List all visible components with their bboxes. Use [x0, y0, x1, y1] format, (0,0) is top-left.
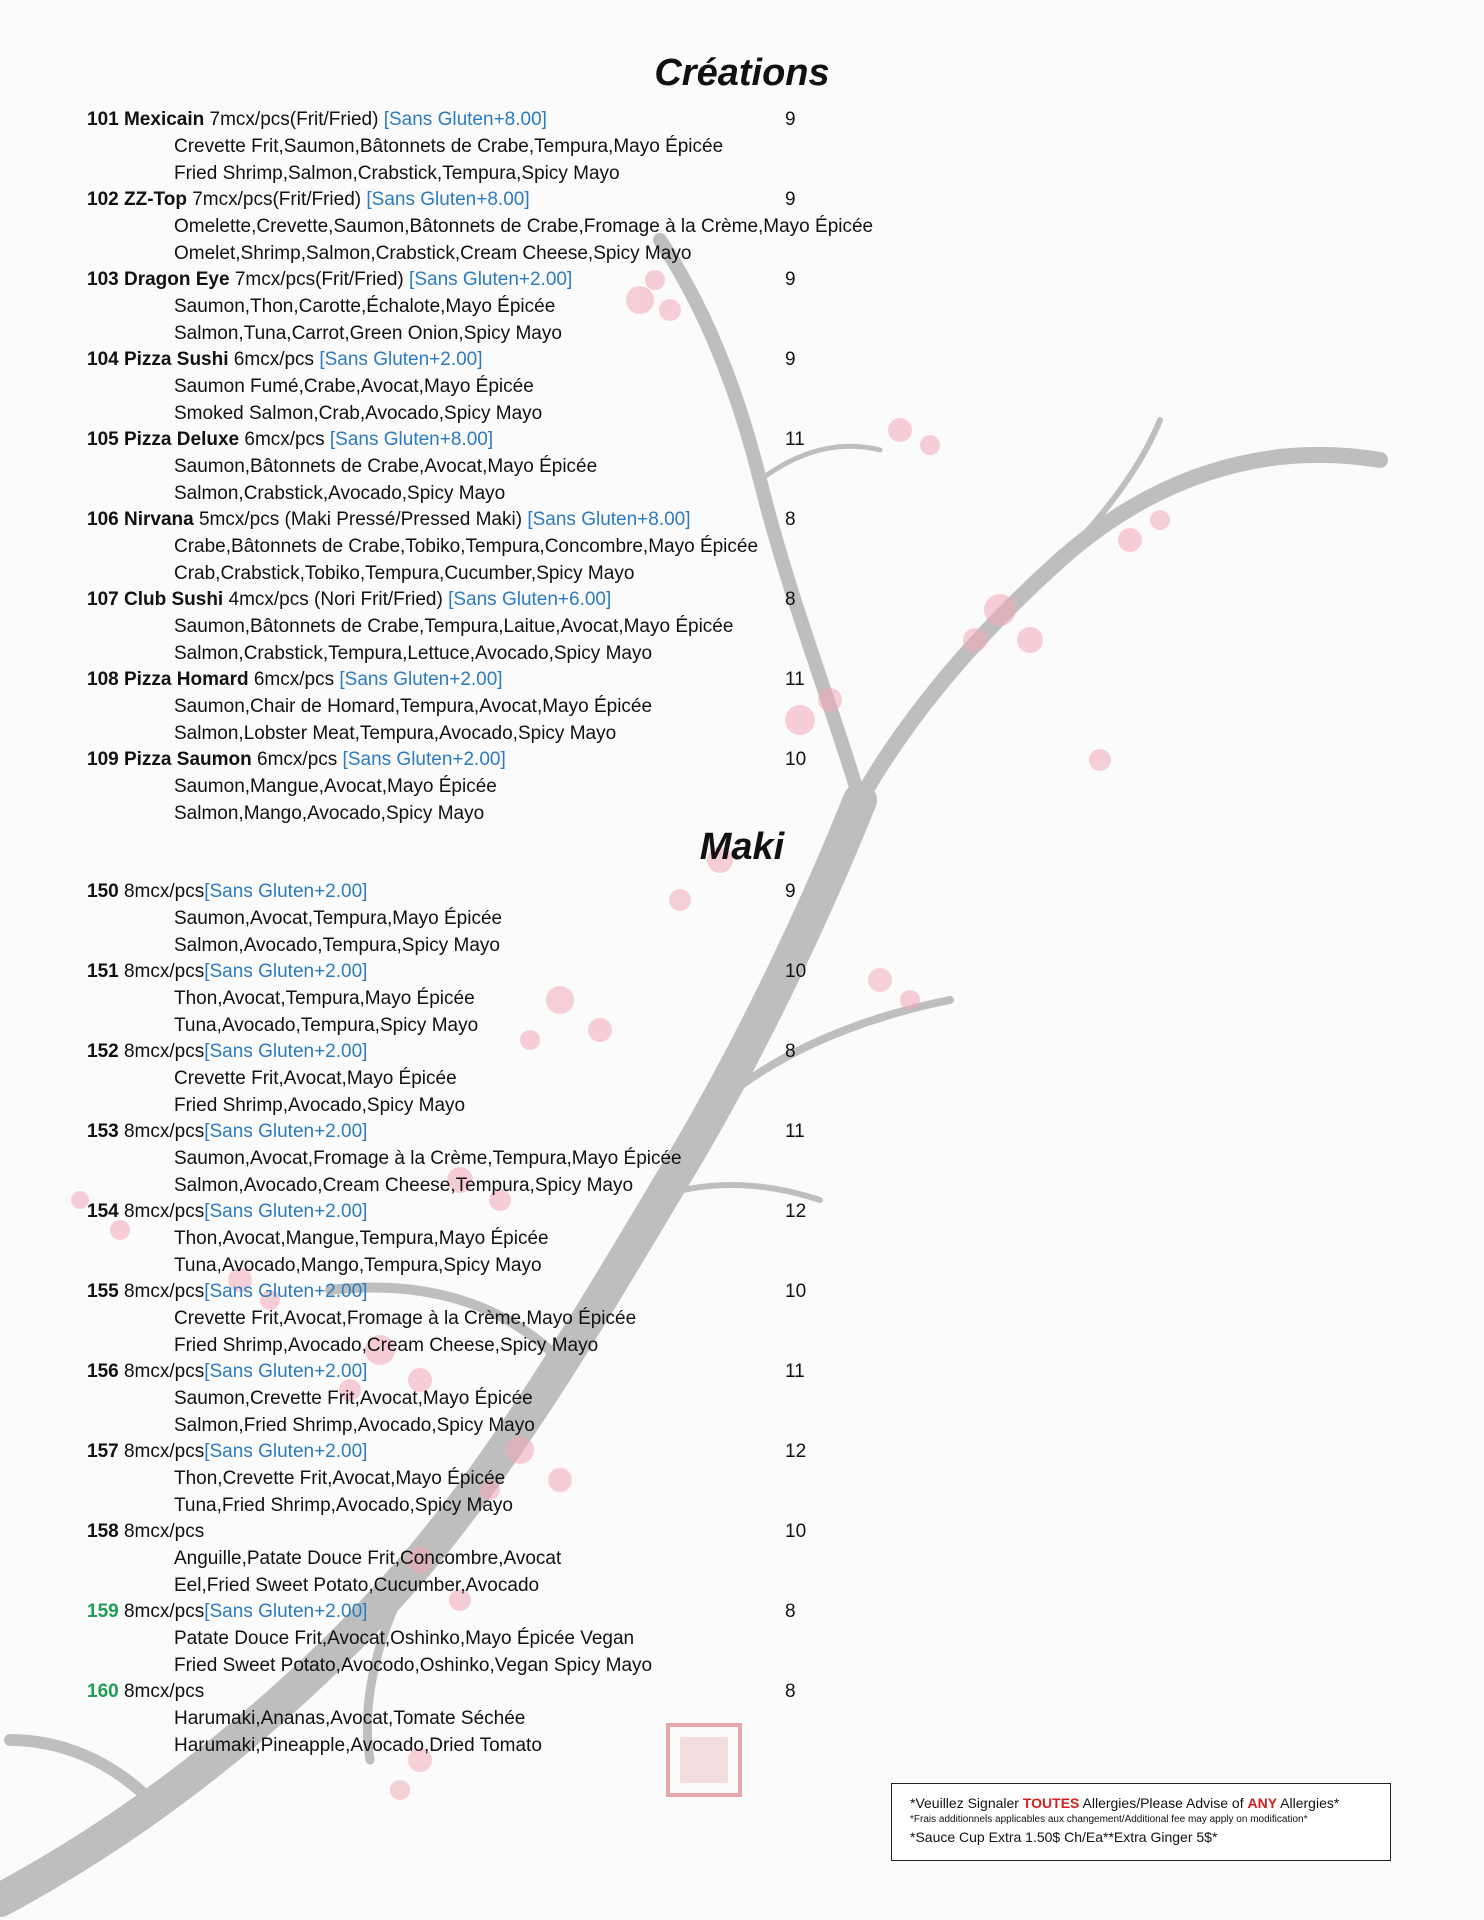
- item-pieces: 8mcx/pcs: [123, 1601, 205, 1622]
- menu-item: [87, 666, 967, 747]
- allergy-notice-line: [910, 1794, 1390, 1812]
- menu-item-header: [87, 1038, 967, 1065]
- item-number: 151: [87, 961, 119, 982]
- menu-item-header: [87, 266, 967, 293]
- menu-item: [87, 878, 967, 959]
- item-pieces: 8mcx/pcs: [123, 1201, 205, 1222]
- item-name: Pizza Homard: [123, 669, 249, 690]
- menu-item-header: [87, 346, 967, 373]
- gluten-free-option: [Sans Gluten+2.00]: [319, 349, 483, 370]
- menu-item: [87, 346, 967, 427]
- menu-item-header: [87, 586, 967, 613]
- item-description-fr: Saumon,Bâtonnets de Crabe,Tempura,Laitue,Avocat,Mayo Épicée: [174, 616, 734, 637]
- gluten-free-option: [Sans Gluten+2.00]: [204, 1601, 368, 1622]
- menu-item-header: [87, 1358, 967, 1385]
- menu-item-header: [87, 666, 967, 693]
- additional-fee-notice: *Frais additionnels applicables aux changement/Additional fee may apply on modification*: [910, 1814, 1308, 1825]
- item-description-en: Fried Sweet Potato,Avocodo,Oshinko,Vegan Spicy Mayo: [174, 1655, 653, 1676]
- gluten-free-option: [Sans Gluten+2.00]: [342, 749, 506, 770]
- item-description-fr: Crabe,Bâtonnets de Crabe,Tobiko,Tempura,Concombre,Mayo Épicée: [174, 536, 759, 557]
- item-description-en: Fried Shrimp,Avocado,Cream Cheese,Spicy Mayo: [174, 1335, 599, 1356]
- item-number: 109: [87, 749, 119, 770]
- item-name: Pizza Sushi: [123, 349, 229, 370]
- gluten-free-option: [Sans Gluten+2.00]: [204, 881, 368, 902]
- item-description-fr: Saumon,Mangue,Avocat,Mayo Épicée: [174, 776, 497, 797]
- item-description-en: Salmon,Mango,Avocado,Spicy Mayo: [174, 803, 485, 824]
- gluten-free-option: [Sans Gluten+8.00]: [366, 189, 530, 210]
- menu-item: [87, 958, 967, 1039]
- item-price: 10: [785, 1521, 807, 1542]
- item-number: 104: [87, 349, 119, 370]
- allergy-notice-box: [891, 1783, 1391, 1861]
- item-description-en: Salmon,Tuna,Carrot,Green Onion,Spicy Mayo: [174, 323, 562, 344]
- gluten-free-option: [Sans Gluten+2.00]: [204, 1361, 368, 1382]
- item-pieces: 7mcx/pcs(Frit/Fried): [209, 109, 379, 130]
- item-pieces: 8mcx/pcs: [123, 1681, 205, 1702]
- menu-item-header: [87, 878, 967, 905]
- item-description-fr: Saumon,Thon,Carotte,Échalote,Mayo Épicée: [174, 296, 556, 317]
- notice-emphasis: TOUTES: [1022, 1795, 1080, 1811]
- item-price: 11: [785, 669, 805, 690]
- notice-text: Allergies/Please Advise of: [1079, 1795, 1248, 1811]
- item-pieces: 6mcx/pcs: [257, 749, 338, 770]
- item-price: 9: [785, 109, 796, 130]
- item-name: Pizza Deluxe: [123, 429, 240, 450]
- item-description-en: Eel,Fried Sweet Potato,Cucumber,Avocado: [174, 1575, 540, 1596]
- item-pieces: 5mcx/pcs (Maki Pressé/Pressed Maki): [198, 509, 523, 530]
- item-description-fr: Thon,Avocat,Tempura,Mayo Épicée: [174, 988, 475, 1009]
- item-number: 103: [87, 269, 119, 290]
- item-name: Mexicain: [123, 109, 205, 130]
- item-description-en: Fried Shrimp,Avocado,Spicy Mayo: [174, 1095, 466, 1116]
- menu-item-header: [87, 506, 967, 533]
- menu-item-header: [87, 186, 967, 213]
- item-description-en: Salmon,Lobster Meat,Tempura,Avocado,Spicy Mayo: [174, 723, 617, 744]
- item-price: 10: [785, 1281, 807, 1302]
- item-price: 8: [785, 1041, 796, 1062]
- menu-item-header: [87, 1278, 967, 1305]
- item-description-fr: Crevette Frit,Avocat,Mayo Épicée: [174, 1068, 457, 1089]
- item-description-fr: Saumon,Avocat,Fromage à la Crème,Tempura,Mayo Épicée: [174, 1148, 682, 1169]
- menu-item: [87, 266, 967, 347]
- menu-item-header: [87, 1598, 967, 1625]
- item-description-en: Salmon,Crabstick,Avocado,Spicy Mayo: [174, 483, 506, 504]
- item-description-en: Crab,Crabstick,Tobiko,Tempura,Cucumber,Spicy Mayo: [174, 563, 635, 584]
- item-number: 159: [87, 1601, 119, 1622]
- item-name: Dragon Eye: [123, 269, 230, 290]
- menu-item: [87, 506, 967, 587]
- item-description-fr: Saumon,Chair de Homard,Tempura,Avocat,Mayo Épicée: [174, 696, 653, 717]
- item-pieces: 7mcx/pcs(Frit/Fried): [192, 189, 362, 210]
- item-price: 9: [785, 189, 796, 210]
- menu-item-header: [87, 746, 967, 773]
- item-description-fr: Patate Douce Frit,Avocat,Oshinko,Mayo Épicée Vegan: [174, 1628, 635, 1649]
- item-description-fr: Thon,Crevette Frit,Avocat,Mayo Épicée: [174, 1468, 506, 1489]
- menu-item: [87, 106, 967, 187]
- item-description-fr: Saumon,Bâtonnets de Crabe,Avocat,Mayo Épicée: [174, 456, 598, 477]
- item-description-en: Salmon,Avocado,Tempura,Spicy Mayo: [174, 935, 500, 956]
- gluten-free-option: [Sans Gluten+2.00]: [204, 1201, 368, 1222]
- item-description-fr: Saumon,Crevette Frit,Avocat,Mayo Épicée: [174, 1388, 533, 1409]
- menu-item-header: [87, 1518, 967, 1545]
- item-description-fr: Crevette Frit,Saumon,Bâtonnets de Crabe,Tempura,Mayo Épicée: [174, 136, 724, 157]
- item-number: 156: [87, 1361, 119, 1382]
- item-description-en: Tuna,Fried Shrimp,Avocado,Spicy Mayo: [174, 1495, 513, 1516]
- item-number: 152: [87, 1041, 119, 1062]
- menu-item: [87, 1678, 967, 1759]
- item-price: 11: [785, 429, 805, 450]
- item-pieces: 6mcx/pcs: [244, 429, 325, 450]
- notice-text: *Veuillez Signaler: [910, 1795, 1023, 1811]
- item-description-fr: Omelette,Crevette,Saumon,Bâtonnets de Crabe,Fromage à la Crème,Mayo Épicée: [174, 216, 874, 237]
- item-name: Nirvana: [123, 509, 194, 530]
- item-number: 158: [87, 1521, 119, 1542]
- item-description-fr: Saumon Fumé,Crabe,Avocat,Mayo Épicée: [174, 376, 534, 397]
- gluten-free-option: [Sans Gluten+2.00]: [204, 1441, 368, 1462]
- item-description-fr: Crevette Frit,Avocat,Fromage à la Crème,Mayo Épicée: [174, 1308, 637, 1329]
- item-pieces: 8mcx/pcs: [123, 1281, 205, 1302]
- item-price: 8: [785, 589, 796, 610]
- item-description-en: Harumaki,Pineapple,Avocado,Dried Tomato: [174, 1735, 542, 1756]
- gluten-free-option: [Sans Gluten+2.00]: [204, 1281, 368, 1302]
- notice-emphasis: ANY: [1247, 1795, 1278, 1811]
- item-number: 106: [87, 509, 119, 530]
- item-price: 9: [785, 269, 796, 290]
- item-price: 10: [785, 961, 807, 982]
- item-description-en: Salmon,Crabstick,Tempura,Lettuce,Avocado,Spicy Mayo: [174, 643, 653, 664]
- item-pieces: 8mcx/pcs: [123, 881, 205, 902]
- item-description-fr: Thon,Avocat,Mangue,Tempura,Mayo Épicée: [174, 1228, 549, 1249]
- sauce-cup-notice: *Sauce Cup Extra 1.50$ Ch/Ea**Extra Ginger 5$*: [910, 1829, 1218, 1845]
- item-pieces: 6mcx/pcs: [233, 349, 315, 370]
- item-number: 157: [87, 1441, 119, 1462]
- item-price: 12: [785, 1441, 807, 1462]
- item-name: ZZ-Top: [123, 189, 187, 210]
- item-description-en: Omelet,Shrimp,Salmon,Crabstick,Cream Cheese,Spicy Mayo: [174, 243, 692, 264]
- item-price: 8: [785, 1681, 796, 1702]
- item-number: 155: [87, 1281, 119, 1302]
- item-pieces: 7mcx/pcs(Frit/Fried): [234, 269, 404, 290]
- menu-item: [87, 1118, 967, 1199]
- item-pieces: 8mcx/pcs: [123, 961, 205, 982]
- item-price: 10: [785, 749, 807, 770]
- item-description-en: Smoked Salmon,Crab,Avocado,Spicy Mayo: [174, 403, 543, 424]
- item-pieces: 6mcx/pcs: [253, 669, 335, 690]
- gluten-free-option: [Sans Gluten+8.00]: [329, 429, 494, 450]
- menu-item: [87, 1198, 967, 1279]
- item-price: 8: [785, 1601, 796, 1622]
- item-description-fr: Harumaki,Ananas,Avocat,Tomate Séchée: [174, 1708, 526, 1729]
- item-description-en: Tuna,Avocado,Mango,Tempura,Spicy Mayo: [174, 1255, 542, 1276]
- menu-item-header: [87, 426, 967, 453]
- menu-item-header: [87, 1438, 967, 1465]
- item-number: 150: [87, 881, 119, 902]
- menu-item: [87, 1438, 967, 1519]
- gluten-free-option: [Sans Gluten+6.00]: [448, 589, 612, 610]
- gluten-free-option: [Sans Gluten+8.00]: [527, 509, 691, 530]
- item-pieces: 4mcx/pcs (Nori Frit/Fried): [228, 589, 443, 610]
- menu-item: [87, 1038, 967, 1119]
- item-description-en: Fried Shrimp,Salmon,Crabstick,Tempura,Spicy Mayo: [174, 163, 620, 184]
- maki-title: Maki: [699, 826, 785, 868]
- gluten-free-option: [Sans Gluten+2.00]: [339, 669, 503, 690]
- item-number: 153: [87, 1121, 119, 1142]
- item-description-en: Tuna,Avocado,Tempura,Spicy Mayo: [174, 1015, 479, 1036]
- creations-title: Créations: [654, 52, 830, 94]
- item-price: 11: [785, 1121, 805, 1142]
- item-name: Club Sushi: [123, 589, 224, 610]
- item-number: 105: [87, 429, 119, 450]
- item-price: 11: [785, 1361, 805, 1382]
- item-number: 101: [87, 109, 119, 130]
- gluten-free-option: [Sans Gluten+2.00]: [409, 269, 573, 290]
- menu-item: [87, 1278, 967, 1359]
- item-number: 102: [87, 189, 119, 210]
- item-price: 8: [785, 509, 796, 530]
- item-pieces: 8mcx/pcs: [123, 1441, 205, 1462]
- item-name: Pizza Saumon: [123, 749, 252, 770]
- item-number: 108: [87, 669, 119, 690]
- item-pieces: 8mcx/pcs: [123, 1521, 205, 1542]
- item-description-en: Salmon,Fried Shrimp,Avocado,Spicy Mayo: [174, 1415, 535, 1436]
- menu-item: [87, 1358, 967, 1439]
- menu-item-header: [87, 1678, 967, 1705]
- item-pieces: 8mcx/pcs: [123, 1361, 205, 1382]
- item-description-fr: Anguille,Patate Douce Frit,Concombre,Avocat: [174, 1548, 562, 1569]
- menu-item: [87, 1518, 967, 1599]
- menu-item: [87, 426, 967, 507]
- notice-text: Allergies*: [1277, 1795, 1340, 1811]
- menu-item-header: [87, 1118, 967, 1145]
- item-pieces: 8mcx/pcs: [123, 1121, 205, 1142]
- gluten-free-option: [Sans Gluten+2.00]: [204, 1121, 368, 1142]
- menu-item-header: [87, 106, 967, 133]
- menu-item-header: [87, 958, 967, 985]
- menu-item-header: [87, 1198, 967, 1225]
- item-description-fr: Saumon,Avocat,Tempura,Mayo Épicée: [174, 908, 503, 929]
- item-number: 160: [87, 1681, 119, 1702]
- menu-item: [87, 186, 967, 267]
- menu-item: [87, 1598, 967, 1679]
- item-number: 107: [87, 589, 119, 610]
- item-pieces: 8mcx/pcs: [123, 1041, 205, 1062]
- gluten-free-option: [Sans Gluten+2.00]: [204, 1041, 368, 1062]
- item-number: 154: [87, 1201, 119, 1222]
- menu-item: [87, 746, 967, 827]
- item-description-en: Salmon,Avocado,Cream Cheese,Tempura,Spicy Mayo: [174, 1175, 634, 1196]
- item-price: 12: [785, 1201, 807, 1222]
- menu-item: [87, 586, 967, 667]
- item-price: 9: [785, 349, 796, 370]
- gluten-free-option: [Sans Gluten+8.00]: [383, 109, 547, 130]
- gluten-free-option: [Sans Gluten+2.00]: [204, 961, 368, 982]
- item-price: 9: [785, 881, 796, 902]
